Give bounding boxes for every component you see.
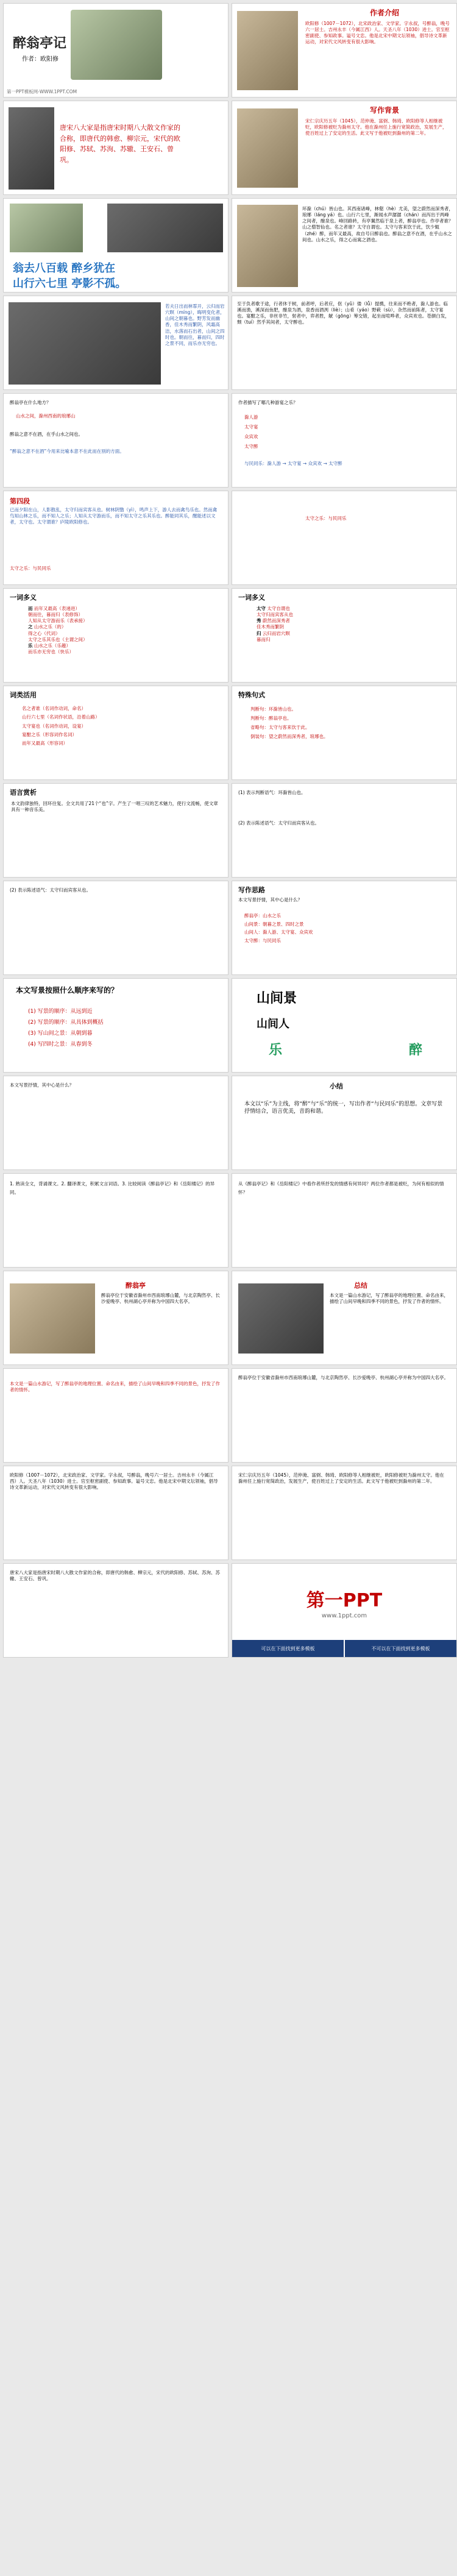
- special-item: 判断句：醉翁亭也。: [250, 715, 292, 721]
- vocab-word: 太守: [257, 606, 266, 611]
- vocab-word: 之: [28, 624, 33, 630]
- vocab-word: 秀: [257, 618, 261, 624]
- vocab-meaning: 云归而岩穴暝: [262, 630, 290, 636]
- logo-right-caption[interactable]: 不可以在下面找到更多模板: [345, 1640, 456, 1657]
- method-q: 本文写景抒情，其中心是什么？: [238, 897, 302, 903]
- analysis2-item: 太守醉: [244, 444, 258, 449]
- vocab-meaning: 山水之乐（的）: [34, 624, 66, 630]
- template-e-text: 唐宋八大家是指唐宋时期八大散文作家的合称，即唐代的韩愈、柳宗元，宋代的欧阳修、苏轼、苏洵、苏辙、王安石、曾巩。: [10, 1570, 220, 1582]
- logo-left-caption[interactable]: 可以在下面找到更多模板: [232, 1640, 344, 1657]
- diagram-word: 山间景: [257, 991, 297, 1006]
- special-list: [250, 704, 445, 741]
- para2-text: 若夫日出而林霏开，云归而岩穴暝（míng），晦明变化者，山间之朝暮也。野芳发而幽香，佳木秀而繁阴，风霜高洁，水落而石出者，山间之四时也。朝而往，暮而归，四时之景不同，而乐亦无穷也。: [165, 303, 225, 346]
- structure-item: (1) 写景的顺序：从远到近: [28, 1009, 93, 1015]
- method-item: 山间人：滁人游、太守宴、众宾欢: [244, 929, 313, 935]
- structure-item: (4) 写四时之景：从春到冬: [28, 1041, 93, 1048]
- background-text: 宋仁宗庆历五年（1045），范仲淹、富弼、韩琦、欧阳修等人相继被贬，欧阳修被贬为滁州太守。他在滁州任上施行宽简政治，发展生产，使百姓过上了安定的生活。此文写于他被贬到滁州的第二年。: [305, 118, 447, 137]
- vocab1-heading: 一词多义: [10, 594, 37, 601]
- summary-heading-dup: 本文写景抒情，其中心是什么？: [10, 1082, 74, 1088]
- slide-summary-chart[interactable]: [3, 1076, 228, 1170]
- author-text: 欧阳修（1007－1072），北宋政治家、文学家。字永叔，号醉翁，晚号六一居士。吉州永丰（今属江西）人。天圣八年（1030）进士。官至枢密副使、参知政事。谥号文忠。他是北宋中期文坛领袖，倡导诗文革新运动，对宋代文风转变有很大影响。: [305, 21, 450, 45]
- logo-brand: 第一PPT: [306, 1590, 383, 1611]
- slide-template-d[interactable]: [232, 1466, 457, 1560]
- analysis2-item: 太守宴: [244, 424, 258, 430]
- pavilion-heading: 醉翁亭: [126, 1282, 146, 1290]
- slide-special[interactable]: [232, 686, 457, 780]
- usage-heading: 词类活用: [10, 691, 37, 699]
- logo-site: www.1ppt.com: [321, 1613, 367, 1619]
- para1-text: 环滁（chú）皆山也。其西南诸峰，林壑（hè）尤美，望之蔚然而深秀者，琅琊（láng yá）也。山行六七里，渐闻水声潺潺（chán）而泻出于两峰之间者，酿泉也。峰回路转，有亭翼然临于泉上者，醉翁亭也。作亭者谁？山之僧智仙也。名之者谁？太守自谓也。太守与客来饮于此，饮少辄（zhé）醉，而年又最高，故自号曰醉翁也。醉翁之意不在酒，在乎山水之间也。山水之乐，得之心而寓之酒也。: [302, 206, 453, 243]
- language-q1: (1) 表示判断语气：环滁皆山也。: [238, 790, 306, 795]
- method-item: 山间景：朝暮之景、四时之景: [244, 921, 304, 927]
- analysis3-note: 太守之乐：与民同乐: [10, 566, 51, 571]
- slide-pavilion[interactable]: [3, 1271, 228, 1365]
- author-portrait: [237, 11, 298, 90]
- calligraphy-image: [107, 204, 223, 252]
- analysis2-item: 滁人游: [244, 414, 258, 420]
- vocab-meaning: 太守之乐其乐也（主谓之间）: [28, 636, 88, 642]
- vocab-meaning: 太守自谓也: [267, 606, 290, 611]
- method-item: 醉翁亭：山水之乐: [244, 913, 281, 918]
- vocab-meaning: 人知从太守游而乐（表承接）: [28, 618, 88, 624]
- structure-item: (3) 写山间之景：从朝到暮: [28, 1031, 93, 1037]
- slide-analysis1[interactable]: [3, 393, 228, 488]
- pavilion-text: 醉翁亭位于安徽省滁州市西南琅琊山麓，与北京陶然亭、长沙爱晚亭、杭州湖心亭并称为中国四大名亭。: [101, 1293, 220, 1305]
- vocab-meaning: 蔚然而深秀者: [262, 618, 290, 624]
- structure-q: 本文写景按照什么顺序来写的？: [16, 986, 119, 995]
- slide-template-c[interactable]: [3, 1466, 228, 1560]
- vocab-word: 乐: [28, 642, 33, 648]
- slide-template-e[interactable]: [3, 1563, 228, 1658]
- usage-item: 名之者谁（名词作动词，命名）: [22, 706, 86, 711]
- author-heading: 作者介绍: [369, 9, 399, 17]
- vocab-meaning: 暮而归: [257, 636, 271, 642]
- slide-template-b[interactable]: [232, 1368, 457, 1463]
- vocab2-heading: 一词多义: [238, 594, 265, 601]
- vocab-meaning: 佳木秀而繁阴: [257, 624, 284, 630]
- pavilion-painting: [71, 10, 162, 80]
- vocab-meaning: 太守归而宾客从也: [257, 612, 293, 618]
- language-q2-repeat: (2) 表示陈述语气：太守归而宾客从也。: [10, 887, 91, 893]
- analysis1-q2: 醉翁之意不在酒，在乎山水之间也。: [10, 431, 83, 437]
- usage-item: 山行六七里（名词作状语，沿着山路）: [22, 714, 100, 720]
- slide-language-q[interactable]: [232, 783, 457, 878]
- language-heading: 语言赏析: [10, 789, 37, 797]
- summary-text: 本文以“乐”为主线，将“醉”与“乐”的统一，写出作者“与民同乐”的思想。文章写景抒情结合，语言优美，音韵和谐。: [244, 1101, 443, 1115]
- method-item: 太守醉：与民同乐: [244, 937, 281, 943]
- slide-background[interactable]: [232, 101, 457, 195]
- analysis3-heading: 第四段: [10, 497, 30, 505]
- analysis3-text: 已而夕阳在山，人影散乱，太守归而宾客从也。树林阴翳（yì），鸣声上下，游人去而禽鸟乐也。然而禽鸟知山林之乐，而不知人之乐；人知从太守游而乐，而不知太守之乐其乐也。醉能同其乐，醒能述以文者，太守也。太守谓谁？庐陵欧阳修也。: [10, 507, 218, 525]
- diagram-word: 醉: [409, 1043, 423, 1058]
- portrait-strip: [9, 107, 54, 190]
- template-c-text: 欧阳修（1007－1072），北宋政治家、文学家。字永叔，号醉翁，晚号六一居士。吉州永丰（今属江西）人。天圣八年（1030）进士。官至枢密副使、参知政事。谥号文忠。他是北宋中期文坛领袖，倡导诗文革新运动，对宋代文风转变有很大影响。: [10, 1472, 218, 1491]
- template-d-text: 宋仁宗庆历五年（1045），范仲淹、富弼、韩琦、欧阳修等人相继被贬，欧阳修被贬为滁州太守。他在滁州任上施行宽简政治，发展生产，使百姓过上了安定的生活。此文写于他被贬到滁州的第二年。: [238, 1472, 444, 1485]
- special-item: 倒装句：望之蔚然而深秀者，琅琊也。: [250, 734, 328, 739]
- slide-analysis2[interactable]: [232, 393, 457, 488]
- structure-item: (2) 写景的顺序：从具体到概括: [28, 1020, 104, 1026]
- analysis1-q1: 醉翁亭在什么地方？: [10, 400, 51, 405]
- slide-diagram[interactable]: [232, 978, 457, 1073]
- special-item: 判断句：环滁皆山也。: [250, 706, 296, 712]
- slide-couplet[interactable]: [3, 198, 228, 293]
- language-text: 本文韵律独特，回环往复。全文共用了21个“也”字。产生了一唱三叹的艺术魅力，使行文流畅，使文章具有一种音乐美。: [11, 801, 218, 813]
- slide-author[interactable]: [232, 3, 457, 98]
- vocab-meaning: 得之心（代词）: [28, 630, 60, 636]
- analysis2-item: 众宾欢: [244, 434, 258, 439]
- vocab2-group: [257, 606, 439, 643]
- slide-text-para3[interactable]: [232, 296, 457, 390]
- usage-list: [22, 704, 217, 748]
- slide-analysis4[interactable]: [232, 491, 457, 585]
- pavilion-photo-2: [238, 1283, 324, 1354]
- slide-compare[interactable]: [232, 1173, 457, 1268]
- slide-text-para1[interactable]: [232, 198, 457, 293]
- analysis2-a: 与民同乐：滁人游 → 太守宴 → 众宾欢 → 太守醉: [244, 461, 342, 466]
- ancient-figure-image: [237, 108, 298, 188]
- diagram-word: 山间人: [257, 1018, 289, 1031]
- special-heading: 特殊句式: [238, 691, 265, 699]
- slide-text-para2[interactable]: [3, 296, 228, 390]
- usage-item: 太守宴也（名词作动词，设宴）: [22, 723, 86, 729]
- slide-logo[interactable]: [232, 1563, 457, 1658]
- usage-item: 而年又最高（形容词）: [22, 740, 68, 746]
- slide-summary2[interactable]: [232, 1271, 457, 1365]
- background-heading: 写作背景: [369, 106, 399, 115]
- analysis2-q: 作者描写了哪几种游宴之乐？: [238, 400, 298, 405]
- analysis4-note: 太守之乐：与民同乐: [305, 516, 347, 521]
- vocab1-group: [28, 606, 211, 655]
- vocab-meaning: 朝而往，暮而归（表修饰）: [28, 612, 83, 618]
- special-item: 省略句：太守与客来饮于此。: [250, 725, 310, 730]
- vocab-meaning: 山水之乐（乐趣）: [34, 642, 71, 648]
- template-a-text: 本文是一篇山水游记，写了醉翁亭的地理位置、命名由来，描绘了山间早晚和四季不同的景色，抒发了作者的情怀。: [10, 1381, 220, 1393]
- cover-author: 作者：欧阳修: [22, 56, 58, 63]
- slide-language-q2[interactable]: [3, 881, 228, 975]
- summary2-heading: 总结: [354, 1282, 367, 1290]
- pavilion-photo: [10, 204, 83, 252]
- couplet-right: 山行六七里 亭影不孤。: [13, 277, 127, 290]
- summary2-text: 本文是一篇山水游记，写了醉翁亭的地理位置、命名由来，描绘了山间早晚和四季不同的景色，抒发了作者的情怀。: [330, 1293, 448, 1305]
- slide-usage[interactable]: [3, 686, 228, 780]
- vocab-meaning: 而乐亦无穷也（快乐）: [28, 648, 74, 655]
- vocab-meaning: 而年又最高（表递进）: [34, 606, 80, 611]
- slide-cover[interactable]: [3, 3, 228, 98]
- diagram-word: 乐: [269, 1043, 283, 1058]
- cover-footer: 第一PPT模板网-WWW.1PPT.COM: [7, 89, 77, 94]
- homework-text: 1. 熟读全文，背诵课文。2. 翻译课文，积累文言词语。3. 比较阅读《醉翁亭记》和《岳阳楼记》的异同。: [10, 1181, 215, 1195]
- compare-text: 从《醉翁亭记》和《岳阳楼记》中看作者所抒发的情感有何异同？两位作者都是被贬，为何有相似的情怀？: [238, 1181, 444, 1195]
- slide-template-a[interactable]: [3, 1368, 228, 1463]
- para3-text: 至于负者歌于途，行者休于树，前者呼，后者应，伛（yǔ）偻（lǚ）提携，往来而不绝者，滁人游也。临溪而渔，溪深而鱼肥，酿泉为酒，泉香而酒洌（liè）；山肴（yáo）野蔌（sù），杂然而前陈者，太守宴也。宴酣之乐，非丝非竹，射者中，弈者胜，觥（gōng）筹交错，起坐而喧哗者，众宾欢也。苍颜白发，颓（tuí）然乎其间者，太守醉也。: [237, 301, 450, 325]
- template-b-text: 醉翁亭位于安徽省滁州市西南琅琊山麓，与北京陶然亭、长沙爱晚亭、杭州湖心亭并称为中国四大名亭。: [238, 1375, 448, 1380]
- forest-image: [9, 302, 161, 385]
- slide-summary[interactable]: [232, 1076, 457, 1170]
- mountain-image: [237, 205, 298, 287]
- slide-vocab1[interactable]: [3, 588, 228, 683]
- slide-analysis3[interactable]: [3, 491, 228, 585]
- slide-vocab2[interactable]: [232, 588, 457, 683]
- slide-method[interactable]: [232, 881, 457, 975]
- slide-homework[interactable]: [3, 1173, 228, 1268]
- pavilion-photo: [10, 1283, 95, 1354]
- couplet-left: 翁去八百载 醉乡犹在: [13, 262, 116, 275]
- summary-heading: 小结: [330, 1082, 343, 1090]
- slide-language[interactable]: [3, 783, 228, 878]
- slide-tang-song[interactable]: [3, 101, 228, 195]
- usage-item: 宴酣之乐（形容词作名词）: [22, 731, 77, 737]
- cover-title: 醉翁亭记: [13, 36, 67, 51]
- method-heading: 写作思路: [238, 886, 265, 894]
- analysis1-a1: 山水之间，滁州西南的琅琊山: [16, 413, 76, 419]
- tang-song-text: 唐宋八大家是指唐宋时期八大散文作家的合称，即唐代的韩愈、柳宗元，宋代的欧阳修、苏轼、苏洵、苏辙、王安石、曾巩。: [60, 124, 180, 164]
- vocab-word: 而: [28, 606, 33, 611]
- language-q2: (2) 表示陈述语气：太守归而宾客从也。: [238, 820, 320, 826]
- analysis1-note: “醉翁之意不在酒”今用来比喻本意不在此而在别的方面。: [10, 449, 124, 454]
- vocab-word: 归: [257, 630, 261, 636]
- slide-structure[interactable]: [3, 978, 228, 1073]
